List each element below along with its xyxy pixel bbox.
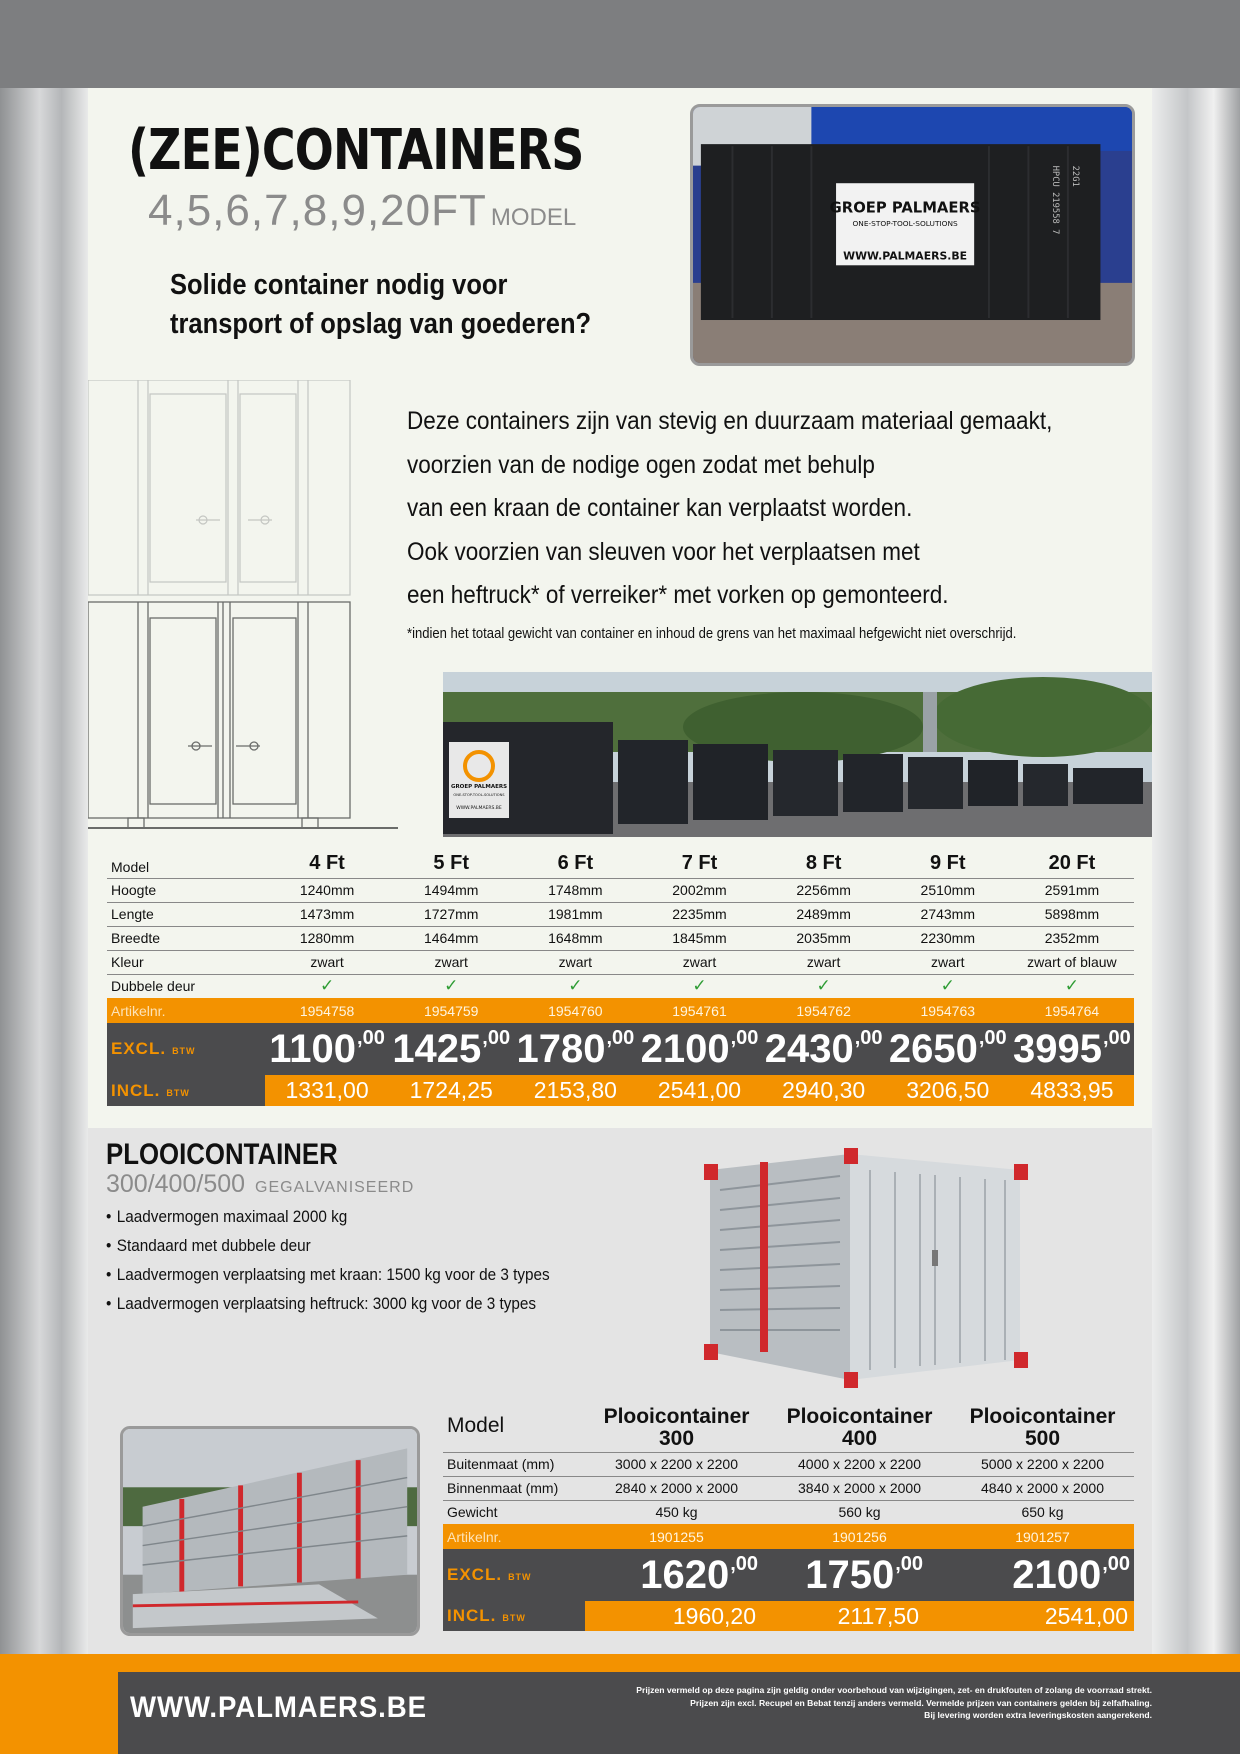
model-4ft: 4 Ft <box>309 852 345 875</box>
cell: zwart <box>265 950 389 974</box>
photo2-url: WWW.PALMAERS.BE <box>456 806 502 811</box>
check-icon: ✓ <box>265 974 389 998</box>
cell: 2035mm <box>762 926 886 950</box>
section2-finish: GEGALVANISEERD <box>255 1179 415 1196</box>
drawing-upper-container <box>88 380 350 595</box>
cell: zwart <box>513 950 637 974</box>
cell: zwart <box>389 950 513 974</box>
price-whole: 2430 <box>764 1026 854 1071</box>
excl-label <box>107 1023 265 1075</box>
incl-price: 2940,30 <box>762 1075 886 1106</box>
article-number: 1954764 <box>1010 998 1134 1023</box>
btw-text: BTW <box>172 1046 196 1056</box>
incl-price: 1331,00 <box>265 1075 389 1106</box>
price-cents: ,00 <box>1102 1552 1130 1575</box>
incl-price: 4833,95 <box>1010 1075 1134 1106</box>
check-icon: ✓ <box>389 974 513 998</box>
table-row-artikelnr <box>443 1524 1134 1549</box>
cell: 560 kg <box>768 1500 951 1524</box>
table-row-incl-price <box>107 1075 1134 1106</box>
list-item: • Laadvermogen maximaal 2000 kg <box>106 1202 550 1231</box>
model-500 <box>951 1404 1134 1452</box>
cell: 1280mm <box>265 926 389 950</box>
disclaimer-line: Prijzen vermeld op deze pagina zijn geldig onder voorbehoud van wijzigingen, zet- en drukfouten of zolang de voorraad strekt. <box>636 1685 1152 1695</box>
price-cents: ,00 <box>978 1026 1007 1049</box>
row-label: Artikelnr. <box>107 998 265 1023</box>
folding-container-image <box>700 1140 1040 1410</box>
description <box>407 400 1055 618</box>
price-whole: 1100 <box>269 1026 357 1071</box>
folding-container-table <box>443 1404 1134 1631</box>
model-300 <box>585 1404 768 1452</box>
article-number: 1901256 <box>768 1524 951 1549</box>
cell: 2235mm <box>637 902 761 926</box>
container-photo <box>690 104 1135 366</box>
cell: 2256mm <box>762 878 886 902</box>
table-row-hoogte <box>107 878 1134 902</box>
excl-price <box>762 1023 886 1075</box>
excl-price <box>768 1549 951 1601</box>
incl-price: 2153,80 <box>513 1075 637 1106</box>
container-sizes <box>148 186 576 236</box>
cell: 2510mm <box>886 878 1010 902</box>
table-header-row <box>443 1404 1134 1452</box>
model-5ft: 5 Ft <box>433 852 469 875</box>
list-item: • Laadvermogen verplaatsing heftruck: 3000 kg voor de 3 types <box>106 1289 550 1318</box>
website-link[interactable]: WWW.PALMAERS.BE <box>130 1691 427 1724</box>
cell: 2591mm <box>1010 878 1134 902</box>
question-line-2: transport of opslag van goederen? <box>170 308 592 340</box>
footer-disclaimer <box>512 1684 1152 1722</box>
top-banner <box>0 0 1240 88</box>
model-6ft: 6 Ft <box>557 852 594 875</box>
row-label: Kleur <box>107 950 265 974</box>
footnote: *indien het totaal gewicht van container en inhoud de grens van het maximaal hefgewicht niet overschrijd. <box>407 626 1017 642</box>
incl-price: 1724,25 <box>389 1075 513 1106</box>
model-size: 300 <box>658 1426 695 1450</box>
excl-price <box>1010 1023 1134 1075</box>
container-yard-photo <box>443 672 1152 837</box>
check-icon: ✓ <box>1010 974 1134 998</box>
cell: 4840 x 2000 x 2000 <box>951 1476 1134 1500</box>
disclaimer-line: Prijzen zijn excl. Recupel en Bebat tenzij anders vermeld. Vermelde prijzen van containers gelden bij zelfafhaling. <box>690 1697 1152 1708</box>
price-whole: 2100 <box>640 1026 730 1071</box>
price-whole: 1750 <box>805 1552 895 1597</box>
incl-price: 1960,20 <box>585 1601 768 1631</box>
price-whole: 1620 <box>640 1552 730 1597</box>
cell: 1981mm <box>513 902 637 926</box>
model-name: Plooicontainer <box>786 1404 933 1428</box>
excl-price <box>513 1023 637 1075</box>
row-label: Buitenmaat (mm) <box>443 1452 585 1476</box>
list-item: • Laadvermogen verplaatsing met kraan: 1500 kg voor de 3 types <box>106 1260 550 1289</box>
price-whole: 3995 <box>1013 1026 1102 1071</box>
article-number: 1954759 <box>389 998 513 1023</box>
model-name: Plooicontainer <box>603 1404 750 1428</box>
check-icon: ✓ <box>637 974 761 998</box>
price-cents: ,00 <box>1103 1026 1131 1049</box>
row-label: Breedte <box>107 926 265 950</box>
cell: 2743mm <box>886 902 1010 926</box>
incl-price: 3206,50 <box>886 1075 1010 1106</box>
sizes-text: 4,5,6,7,8,9,20FT <box>148 186 487 235</box>
disclaimer-line: Bij levering worden extra leveringskosten aangerekend. <box>924 1710 1152 1720</box>
btw-text: BTW <box>166 1087 190 1098</box>
cell: zwart <box>886 950 1010 974</box>
price-cents: ,00 <box>357 1026 385 1049</box>
row-label: Gewicht <box>443 1500 585 1524</box>
check-icon: ✓ <box>762 974 886 998</box>
cell: 1240mm <box>265 878 389 902</box>
model-label: Model <box>447 1414 505 1438</box>
sea-container-table <box>107 850 1134 1106</box>
photo2-tagline: ONE-STOP-TOOL-SOLUTIONS <box>453 793 505 797</box>
model-9ft: 9 Ft <box>929 852 966 875</box>
price-cents: ,00 <box>606 1026 635 1049</box>
btw-text: BTW <box>502 1613 526 1623</box>
cell: 1748mm <box>513 878 637 902</box>
photo2-brand: GROEP PALMAERS <box>450 784 508 790</box>
row-label: Lengte <box>107 902 265 926</box>
cell: 1727mm <box>389 902 513 926</box>
feature-list <box>106 1202 550 1318</box>
cell: 1494mm <box>389 878 513 902</box>
section2-sizes: 300/400/500 <box>106 1170 246 1198</box>
excl-price <box>389 1023 513 1075</box>
cell: 1464mm <box>389 926 513 950</box>
description-line: voorzien van de nodige ogen zodat met behulp <box>407 450 875 479</box>
model-name: Plooicontainer <box>969 1404 1116 1428</box>
model-7ft: 7 Ft <box>681 852 718 875</box>
excl-price <box>886 1023 1010 1075</box>
table-row-excl-price <box>443 1549 1134 1601</box>
article-number: 1954758 <box>265 998 389 1023</box>
price-whole: 1780 <box>516 1026 606 1071</box>
table-row-excl-price <box>107 1023 1134 1075</box>
price-whole: 2100 <box>1012 1552 1102 1597</box>
photo1-tagline: ONE-STOP-TOOL-SOLUTIONS <box>852 219 958 229</box>
cell: zwart of blauw <box>1010 950 1134 974</box>
cell: 2352mm <box>1010 926 1134 950</box>
table-row-breedte <box>107 926 1134 950</box>
cell: 650 kg <box>951 1500 1134 1524</box>
intro-question <box>170 266 591 344</box>
page-title: (ZEE)CONTAINERS <box>128 118 584 183</box>
cell: zwart <box>762 950 886 974</box>
cell: 2230mm <box>886 926 1010 950</box>
model-label: Model <box>111 858 150 875</box>
list-item: • Standaard met dubbele deur <box>106 1231 550 1260</box>
price-cents: ,00 <box>854 1026 883 1049</box>
table-row-binnenmaat <box>443 1476 1134 1500</box>
cell: 5898mm <box>1010 902 1134 926</box>
row-label: Binnenmaat (mm) <box>443 1476 585 1500</box>
excl-text: EXCL. <box>447 1565 503 1584</box>
price-cents: ,00 <box>730 1552 758 1575</box>
article-number: 1954762 <box>762 998 886 1023</box>
stacked-folding-containers-photo <box>120 1426 420 1636</box>
excl-price <box>585 1549 768 1601</box>
incl-price: 2541,00 <box>637 1075 761 1106</box>
photo1-brand: GROEP PALMAERS <box>829 199 981 217</box>
btw-text: BTW <box>508 1572 532 1582</box>
incl-price: 2541,00 <box>951 1601 1134 1631</box>
model-label: MODEL <box>490 204 577 231</box>
cell: 1845mm <box>637 926 761 950</box>
table-row-buitenmaat <box>443 1452 1134 1476</box>
description-line: een heftruck* of verreiker* met vorken op gemonteerd. <box>407 581 949 609</box>
table-row-dubbele-deur <box>107 974 1134 998</box>
description-line: Deze containers zijn van stevig en duurzaam materiaal gemaakt, <box>407 407 1053 435</box>
incl-label <box>107 1075 265 1106</box>
drawing-lower-container <box>88 602 398 828</box>
description-line: Ook voorzien van sleuven voor het verplaatsen met <box>407 537 920 566</box>
row-label: Dubbele deur <box>107 974 265 998</box>
description-line: van een kraan de container kan verplaatst worden. <box>407 494 913 522</box>
section2-subtitle <box>106 1170 414 1199</box>
model-8ft: 8 Ft <box>805 852 842 875</box>
excl-label <box>443 1549 585 1601</box>
section2-title: PLOOICONTAINER <box>106 1138 338 1171</box>
price-whole: 1425 <box>392 1026 482 1071</box>
table-row-lengte <box>107 902 1134 926</box>
check-icon: ✓ <box>886 974 1010 998</box>
cell: 3840 x 2000 x 2000 <box>768 1476 951 1500</box>
cell: 4000 x 2200 x 2200 <box>768 1452 951 1476</box>
model-size: 500 <box>1024 1426 1061 1450</box>
incl-text: INCL. <box>447 1606 497 1625</box>
cell: 2489mm <box>762 902 886 926</box>
row-label: Hoogte <box>107 878 265 902</box>
excl-price <box>951 1549 1134 1601</box>
incl-price: 2117,50 <box>768 1601 951 1631</box>
price-cents: ,00 <box>482 1026 511 1049</box>
excl-price <box>265 1023 389 1075</box>
table-row-kleur <box>107 950 1134 974</box>
price-cents: ,00 <box>730 1026 759 1049</box>
table-row-artikelnr <box>107 998 1134 1023</box>
brushed-metal-right <box>1152 88 1240 1654</box>
article-number: 1954761 <box>637 998 761 1023</box>
article-number: 1954763 <box>886 998 1010 1023</box>
article-number: 1901257 <box>951 1524 1134 1549</box>
cell: 5000 x 2200 x 2200 <box>951 1452 1134 1476</box>
brushed-metal-left <box>0 88 88 1654</box>
question-line-1: Solide container nodig voor <box>170 269 508 301</box>
incl-text: INCL. <box>111 1080 161 1100</box>
price-whole: 2650 <box>888 1026 978 1071</box>
cell: zwart <box>637 950 761 974</box>
table-row-incl-price <box>443 1601 1134 1631</box>
photo1-url: WWW.PALMAERS.BE <box>843 249 968 263</box>
cell: 450 kg <box>585 1500 768 1524</box>
photo1-code2: 22G1 <box>1069 165 1080 187</box>
cell: 1473mm <box>265 902 389 926</box>
excl-text: EXCL. <box>111 1039 167 1058</box>
cell: 2840 x 2000 x 2000 <box>585 1476 768 1500</box>
cell: 2002mm <box>637 878 761 902</box>
model-400 <box>768 1404 951 1452</box>
price-cents: ,00 <box>895 1552 923 1575</box>
cell: 3000 x 2200 x 2200 <box>585 1452 768 1476</box>
incl-label <box>443 1601 585 1631</box>
photo1-code: HPCU 219558 7 <box>1050 165 1061 235</box>
model-size: 400 <box>841 1426 878 1450</box>
check-icon: ✓ <box>513 974 637 998</box>
excl-price <box>637 1023 761 1075</box>
table-row-gewicht <box>443 1500 1134 1524</box>
article-number: 1954760 <box>513 998 637 1023</box>
row-label: Artikelnr. <box>443 1524 585 1549</box>
container-line-drawing <box>88 380 400 838</box>
article-number: 1901255 <box>585 1524 768 1549</box>
table-header-row <box>107 850 1134 878</box>
model-20ft: 20 Ft <box>1048 852 1096 875</box>
cell: 1648mm <box>513 926 637 950</box>
